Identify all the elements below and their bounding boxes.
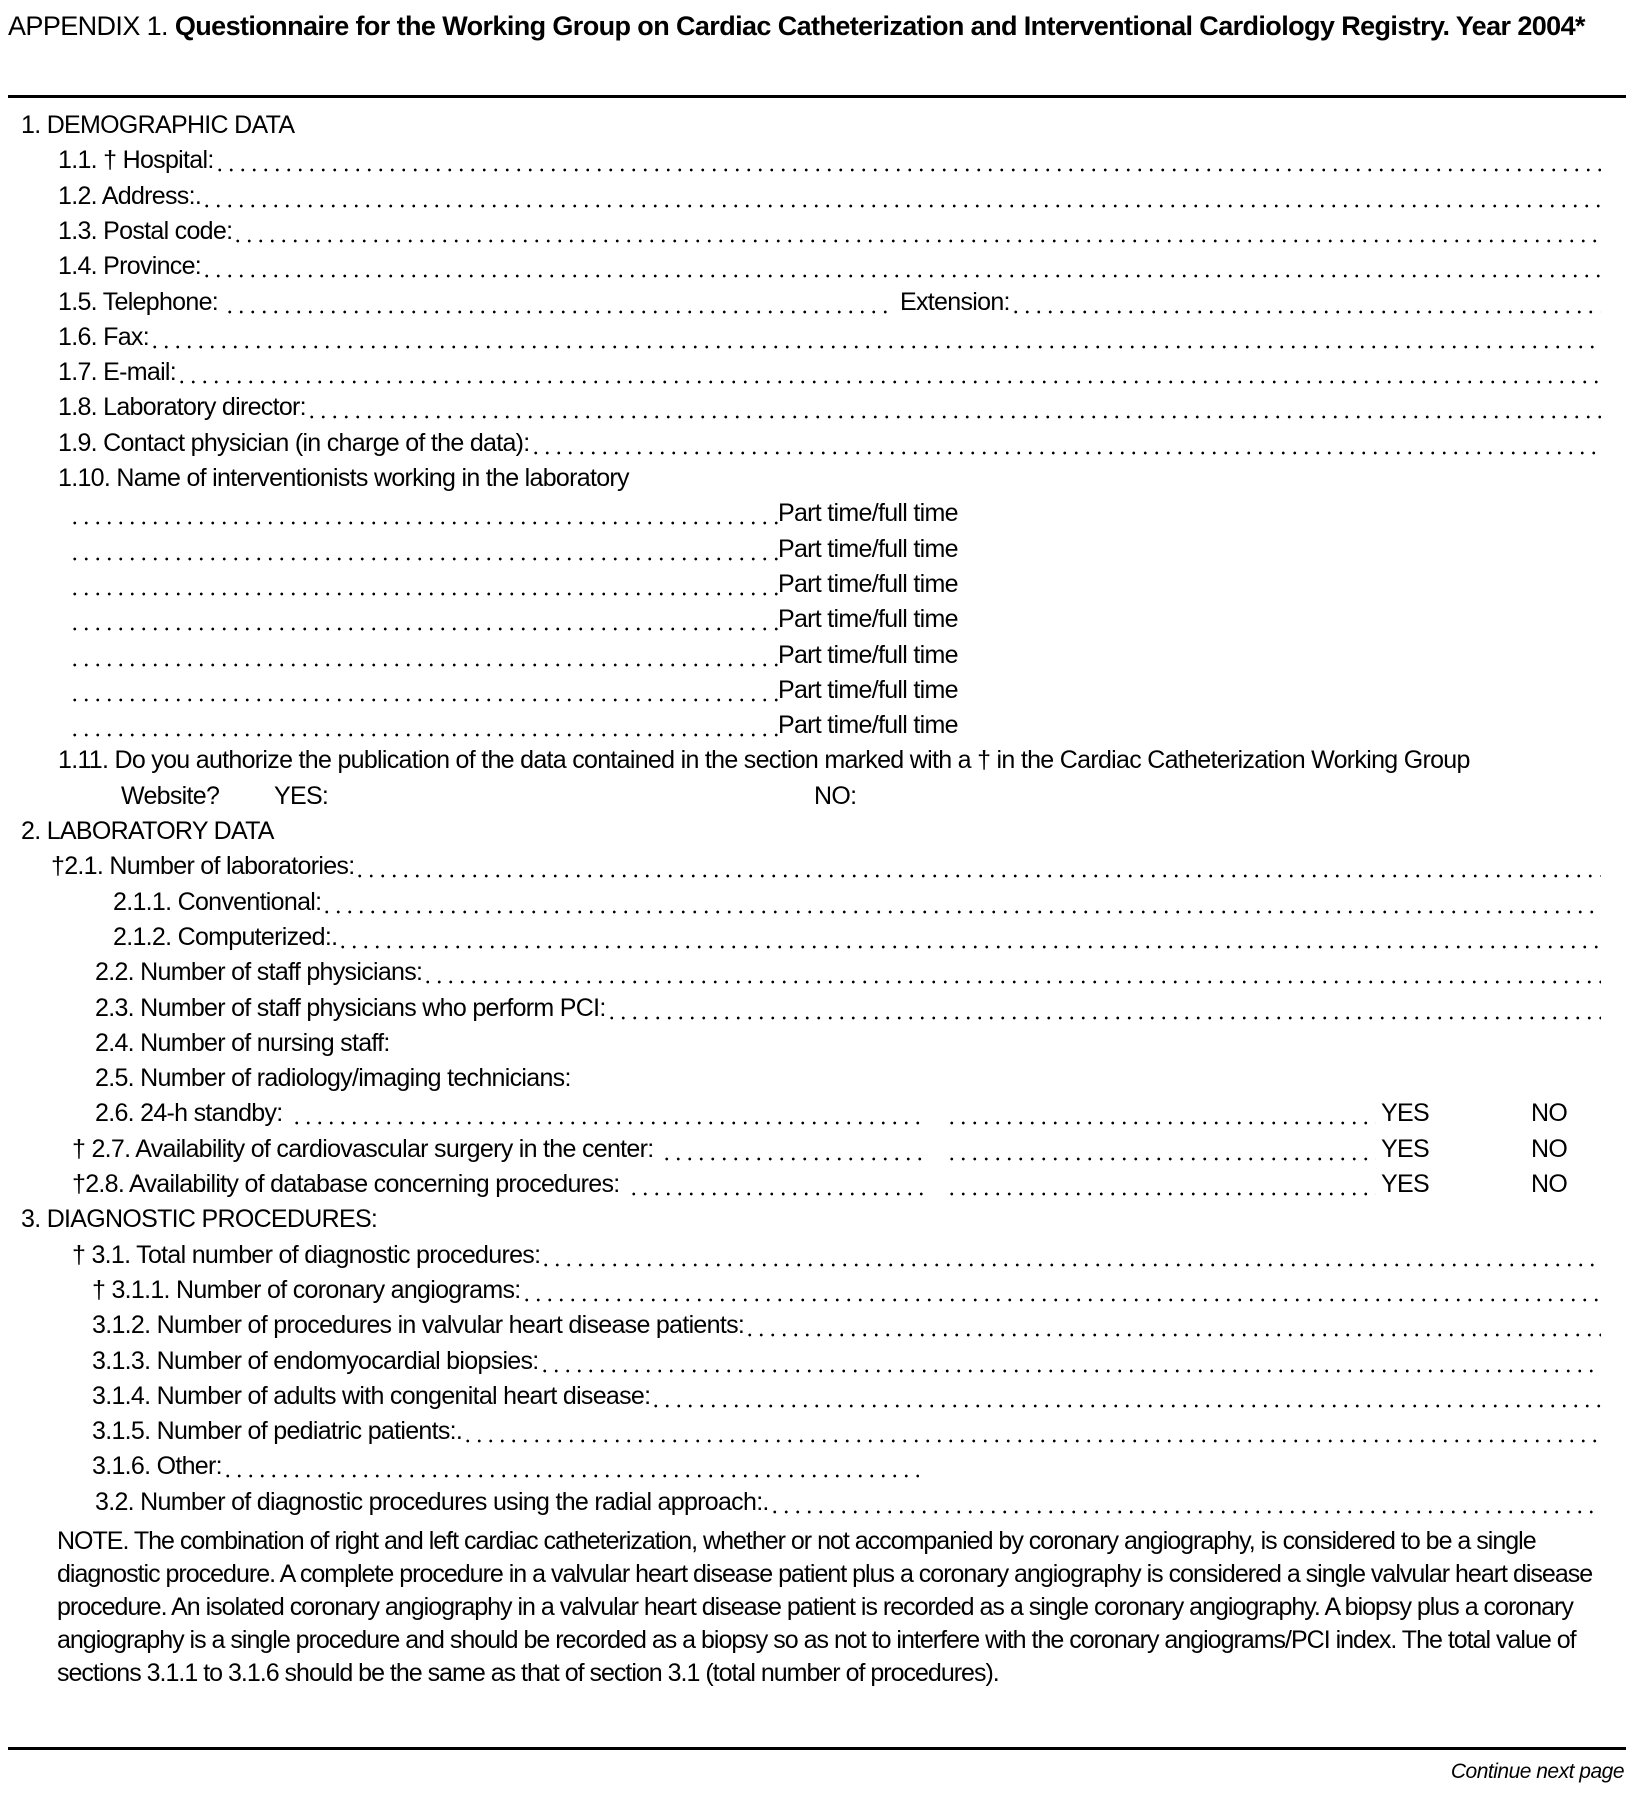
field-label: 1.9. Contact physician (in charge of the data): — [58, 428, 530, 457]
form-line-heading — [21, 108, 294, 143]
section-heading: 3. DIAGNOSTIC PROCEDURES: — [21, 1205, 378, 1234]
form-line-interv — [69, 638, 958, 673]
yes-option[interactable]: YES — [1381, 1099, 1429, 1128]
field-input-dots[interactable] — [744, 1308, 1601, 1343]
no-option[interactable]: NO — [1531, 1170, 1568, 1198]
field-input-dots — [946, 1167, 1376, 1202]
field-input-dots[interactable] — [201, 249, 1601, 284]
form-line-interv — [69, 708, 958, 743]
field-input-dots[interactable] — [176, 355, 1601, 390]
form-line-field — [92, 1308, 1601, 1343]
yesno-leader — [95, 1096, 1376, 1131]
field-label: 1.3. Postal code: — [58, 216, 233, 245]
form-line-plain — [95, 1026, 390, 1061]
part-full-time-option[interactable]: Part time/full time — [778, 534, 958, 563]
field-input-dots[interactable] — [214, 143, 1601, 178]
field-input-dots[interactable] — [201, 179, 1601, 214]
field-input-dots[interactable] — [321, 885, 1601, 920]
section-heading: 2. LABORATORY DATA — [21, 817, 274, 845]
part-full-time-option[interactable]: Part time/full time — [778, 605, 958, 634]
field-label: 2.5. Number of radiology/imaging technicians: — [95, 1064, 571, 1093]
form-line-field — [92, 1379, 1601, 1414]
field-input-dots — [628, 1167, 926, 1202]
field-label: 3.1.3. Number of endomyocardial biopsies: — [92, 1346, 539, 1375]
form-line-field — [72, 1238, 1601, 1273]
form-line-plain — [58, 743, 1470, 778]
field-label: 3.1.4. Number of adults with congenital heart disease: — [92, 1381, 651, 1410]
field-label: 1.2. Address:. — [58, 181, 202, 210]
form-line-field — [95, 1485, 1601, 1520]
field-label: 2.3. Number of staff physicians who perform PCI: — [95, 993, 606, 1022]
field-label: 3.1.5. Number of pediatric patients:. — [92, 1417, 463, 1446]
field-input-dots[interactable] — [530, 426, 1601, 461]
field-label: 1.10. Name of interventionists working in the laboratory — [58, 464, 629, 492]
section-heading: 1. DEMOGRAPHIC DATA — [21, 111, 295, 139]
form-line-interv — [69, 673, 958, 708]
form-line-field — [58, 143, 1601, 178]
field-input-dots[interactable] — [422, 955, 1601, 990]
yes-option[interactable]: YES: — [274, 781, 329, 810]
no-option[interactable]: NO: — [814, 781, 857, 810]
form-line-field — [95, 955, 1601, 990]
form-line-yesno — [72, 1132, 1600, 1167]
form-line-plain — [58, 461, 629, 496]
form-line-interv — [69, 602, 958, 637]
form-line-field — [58, 214, 1601, 249]
interventionist-name-dots[interactable] — [69, 602, 778, 637]
interventionist-name-dots[interactable] — [69, 673, 778, 708]
yes-option[interactable]: YES — [1381, 1134, 1429, 1163]
extension-input-dots[interactable] — [1010, 285, 1601, 320]
field-label: † 2.7. Availability of cardiovascular surgery in the center: — [72, 1134, 654, 1163]
field-label: 1.1. † Hospital: — [58, 146, 214, 175]
top-rule — [8, 95, 1626, 98]
field-label: 1.8. Laboratory director: — [58, 393, 306, 422]
interventionist-name-dots[interactable] — [69, 567, 778, 602]
appendix-title — [8, 6, 1608, 47]
appendix-heading: Questionnaire for the Working Group on Cardiac Catheterization and Interventional Cardiology Registry. Year 2004* — [174, 11, 1585, 41]
form-line-field — [92, 1344, 1601, 1379]
interventionist-name-dots[interactable] — [69, 638, 778, 673]
form-line-other — [92, 1449, 919, 1484]
telephone-input-dots[interactable] — [224, 285, 894, 320]
form-line-field — [51, 849, 1601, 884]
part-full-time-option[interactable]: Part time/full time — [778, 499, 958, 528]
field-label: † 3.1.1. Number of coronary angiograms: — [92, 1275, 521, 1304]
part-full-time-option[interactable]: Part time/full time — [778, 711, 958, 740]
field-input-dots[interactable] — [539, 1344, 1601, 1379]
field-input-dots — [661, 1132, 926, 1167]
form-line-plain — [95, 1061, 571, 1096]
form-line-field — [58, 355, 1601, 390]
field-input-dots — [291, 1096, 926, 1131]
field-input-dots[interactable] — [521, 1273, 1602, 1308]
form-line-field — [95, 991, 1601, 1026]
yes-option[interactable]: YES — [1381, 1170, 1429, 1198]
field-input-dots[interactable] — [769, 1485, 1601, 1520]
yesno-leader — [72, 1167, 1376, 1202]
form-line-interv — [69, 532, 958, 567]
field-label: 1.11. Do you authorize the publication of the data contained in the section marked with a † in the Cardiac Catheterization Working Group — [58, 746, 1470, 775]
field-input-dots[interactable] — [650, 1379, 1601, 1414]
form-line-yesno — [72, 1167, 1600, 1202]
field-label: 2.2. Number of staff physicians: — [95, 958, 423, 987]
part-full-time-option[interactable]: Part time/full time — [778, 640, 958, 669]
field-label: †2.1. Number of laboratories: — [51, 852, 355, 881]
form-line-field — [113, 920, 1601, 955]
website-label: Website? — [121, 781, 220, 810]
field-input-dots — [946, 1132, 1376, 1167]
field-label: 2.1.1. Conventional: — [113, 887, 322, 916]
form-line-website — [121, 779, 1121, 814]
field-label: 3.2. Number of diagnostic procedures using the radial approach:. — [95, 1487, 769, 1516]
interventionist-name-dots[interactable] — [69, 708, 778, 743]
form-line-field — [58, 320, 1601, 355]
form-line-interv — [69, 567, 958, 602]
field-label: 1.6. Fax: — [58, 322, 149, 351]
field-input-dots[interactable] — [149, 320, 1601, 355]
form-line-field — [92, 1273, 1601, 1308]
field-input-dots[interactable] — [222, 1449, 919, 1484]
part-full-time-option[interactable]: Part time/full time — [778, 675, 958, 704]
form-line-field — [113, 885, 1601, 920]
yesno-leader — [72, 1132, 1376, 1167]
field-label: 1.5. Telephone: — [58, 287, 219, 316]
field-label: 2.6. 24-h standby: — [95, 1099, 283, 1128]
extension-label: Extension: — [900, 287, 1010, 316]
field-input-dots[interactable] — [354, 849, 1601, 884]
form-line-phone — [58, 285, 1601, 320]
appendix-prefix: APPENDIX 1. — [8, 11, 168, 41]
field-input-dots — [946, 1096, 1376, 1131]
no-option[interactable]: NO — [1531, 1099, 1568, 1128]
field-input-dots[interactable] — [306, 390, 1601, 425]
form-line-field — [58, 390, 1601, 425]
form-line-field — [58, 249, 1601, 284]
interventionist-name-dots[interactable] — [69, 532, 778, 567]
field-input-dots[interactable] — [540, 1238, 1601, 1273]
form-line-heading — [21, 814, 274, 849]
field-input-dots[interactable] — [337, 920, 1601, 955]
form-line-yesno — [95, 1096, 1600, 1131]
field-label: 3.1.2. Number of procedures in valvular heart disease patients: — [92, 1311, 745, 1340]
field-label: † 3.1. Total number of diagnostic procedures: — [72, 1240, 541, 1269]
field-label: 3.1.6. Other: — [92, 1452, 222, 1481]
field-label: 1.7. E-mail: — [58, 358, 177, 387]
bottom-rule — [8, 1747, 1626, 1750]
form-line-field — [58, 179, 1601, 214]
interventionist-name-dots[interactable] — [69, 496, 778, 531]
no-option[interactable]: NO — [1531, 1134, 1568, 1163]
form-line-heading — [21, 1202, 377, 1237]
note-paragraph: NOTE. The combination of right and left cardiac catheterization, whether or not accompanied by coronary angiography, is considered to be a single diagnostic procedure. A complete procedure in a valvular heart disease patient plus a coronary angiography is considered a single valvular heart disease procedure. An isolated coronary angiography in a valvular heart disease patient is recorded as a single coronary angiography. A biopsy plus a coronary angiography is a single procedure and should be recorded as a biopsy so as not to interfere with the coronary angiograms/PCI index. The total value of sections 3.1.1 to 3.1.6 should be the same as that of section 3.1 (total number of procedures). — [57, 1527, 1593, 1687]
field-input-dots[interactable] — [462, 1414, 1601, 1449]
field-input-dots[interactable] — [232, 214, 1601, 249]
field-label: 2.4. Number of nursing staff: — [95, 1028, 390, 1057]
field-label: 2.1.2. Computerized:. — [113, 922, 338, 951]
field-label: †2.8. Availability of database concerning procedures: — [72, 1170, 620, 1198]
form-line-interv — [69, 496, 958, 531]
form-line-field — [58, 426, 1601, 461]
field-input-dots[interactable] — [606, 991, 1601, 1026]
form-line-field — [92, 1414, 1601, 1449]
part-full-time-option[interactable]: Part time/full time — [778, 569, 958, 598]
field-label: 1.4. Province: — [58, 252, 202, 281]
continue-next-page: Continue next page — [1450, 1760, 1624, 1783]
